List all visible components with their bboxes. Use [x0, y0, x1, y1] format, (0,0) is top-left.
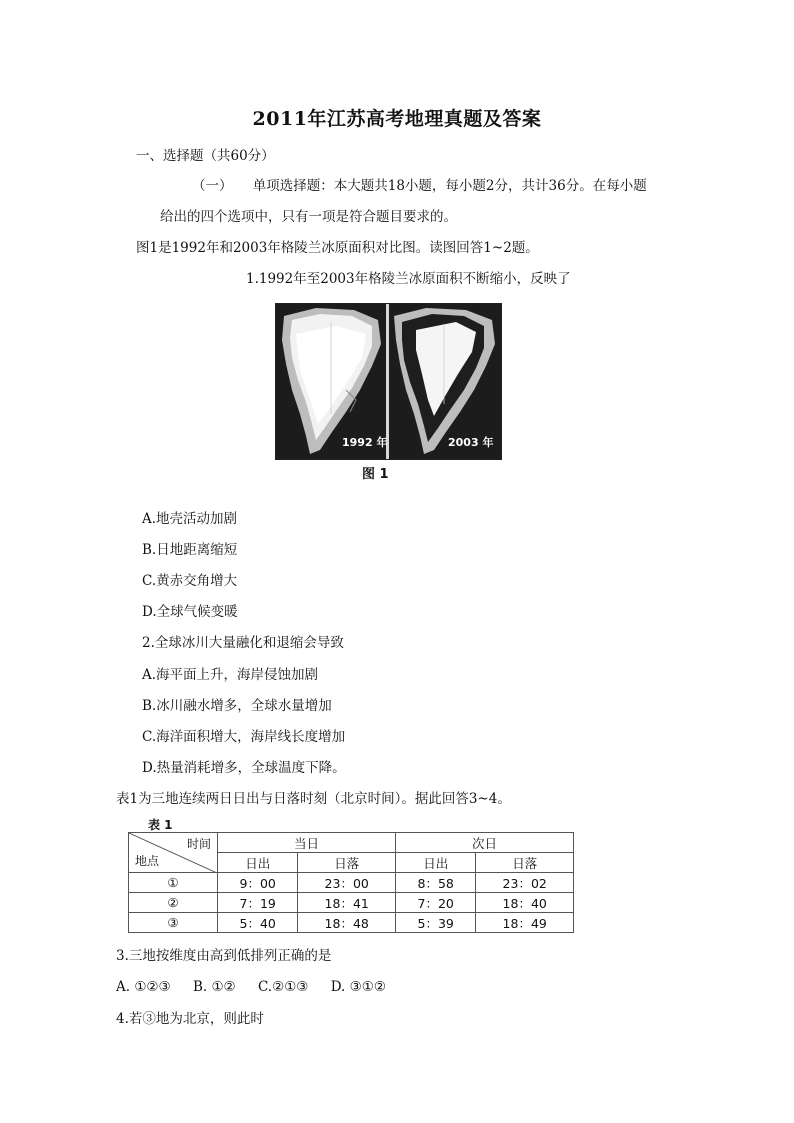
- time-cell: 8：58: [395, 873, 475, 893]
- q1-option-b: B.日地距离缩短: [142, 542, 238, 558]
- sunrise-sunset-table: [128, 818, 578, 933]
- header-sunset-day2: 日落: [476, 853, 574, 873]
- time-cell: 7：19: [218, 893, 298, 913]
- q1-option-c: C.黄赤交角增大: [142, 573, 238, 589]
- q2-option-c: C.海洋面积增大，海岸线长度增加: [142, 729, 346, 745]
- figure-label-2003: 2003 年: [448, 436, 494, 449]
- greenland-map-image: [276, 304, 501, 459]
- header-day2: 次日: [395, 833, 573, 853]
- table-row: [129, 893, 574, 913]
- place-cell: ①: [129, 873, 218, 893]
- figure-caption: 图 1: [362, 467, 389, 482]
- question-4-stem: 4.若③地为北京，则此时: [116, 1011, 264, 1027]
- header-sunrise-day1: 日出: [218, 853, 298, 873]
- time-cell: 5：39: [395, 913, 475, 933]
- table-row: [129, 873, 574, 893]
- corner-label-time: 时间: [186, 837, 211, 851]
- section-heading: 一、选择题（共60分）: [136, 148, 275, 164]
- greenland-ice-comparison-figure: [275, 303, 502, 460]
- place-cell: ②: [129, 893, 218, 913]
- time-cell: 5：40: [218, 913, 298, 933]
- q2-option-a: A.海平面上升，海岸侵蚀加剧: [142, 667, 319, 683]
- question-3-stem: 3.三地按维度由高到低排列正确的是: [116, 948, 332, 964]
- header-sunset-day1: 日落: [298, 853, 396, 873]
- time-cell: 23：02: [476, 873, 574, 893]
- time-cell: 23：00: [298, 873, 396, 893]
- q3-option-a: A. ①②③: [116, 979, 171, 995]
- question-2-stem: 2.全球冰川大量融化和退缩会导致: [142, 635, 344, 651]
- q1-option-a: A.地壳活动加剧: [142, 511, 238, 527]
- q2-option-d: D.热量消耗增多，全球温度下降。: [142, 760, 346, 776]
- q3-option-b: B. ①②: [192, 979, 236, 995]
- corner-label-place: 地点: [135, 854, 160, 868]
- q3-option-c: C.②①③: [257, 979, 309, 995]
- time-cell: 18：41: [298, 893, 396, 913]
- q3-option-d: D. ③①②: [330, 979, 386, 995]
- figure-intro: 图1是1992年和2003年格陵兰冰原面积对比图。读图回答1~2题。: [136, 240, 539, 256]
- time-cell: 9：00: [218, 873, 298, 893]
- table-label: 表 1: [148, 818, 173, 832]
- header-sunrise-day2: 日出: [395, 853, 475, 873]
- table-intro: 表1为三地连续两日日出与日落时刻（北京时间）。据此回答3~4。: [116, 791, 511, 807]
- question-1-stem: 1.1992年至2003年格陵兰冰原面积不断缩小，反映了: [246, 271, 571, 287]
- q1-option-d: D.全球气候变暖: [142, 604, 238, 620]
- instruction-line-2: 给出的四个选项中，只有一项是符合题目要求的。: [160, 209, 457, 225]
- time-cell: 7：20: [395, 893, 475, 913]
- q3-options: [116, 978, 404, 996]
- page-title: 2011年江苏高考地理真题及答案: [252, 108, 542, 130]
- figure-label-1992: 1992 年: [342, 436, 388, 449]
- time-cell: 18：40: [476, 893, 574, 913]
- instruction-line-1: （一） 单项选择题：本大题共18小题，每小题2分，共计36分。在每小题: [192, 178, 647, 194]
- table-row: [129, 913, 574, 933]
- table-corner-cell: [129, 833, 218, 873]
- time-cell: 18：49: [476, 913, 574, 933]
- time-cell: 18：48: [298, 913, 396, 933]
- header-day1: 当日: [218, 833, 396, 853]
- q2-option-b: B.冰川融水增多，全球水量增加: [142, 698, 332, 714]
- place-cell: ③: [129, 913, 218, 933]
